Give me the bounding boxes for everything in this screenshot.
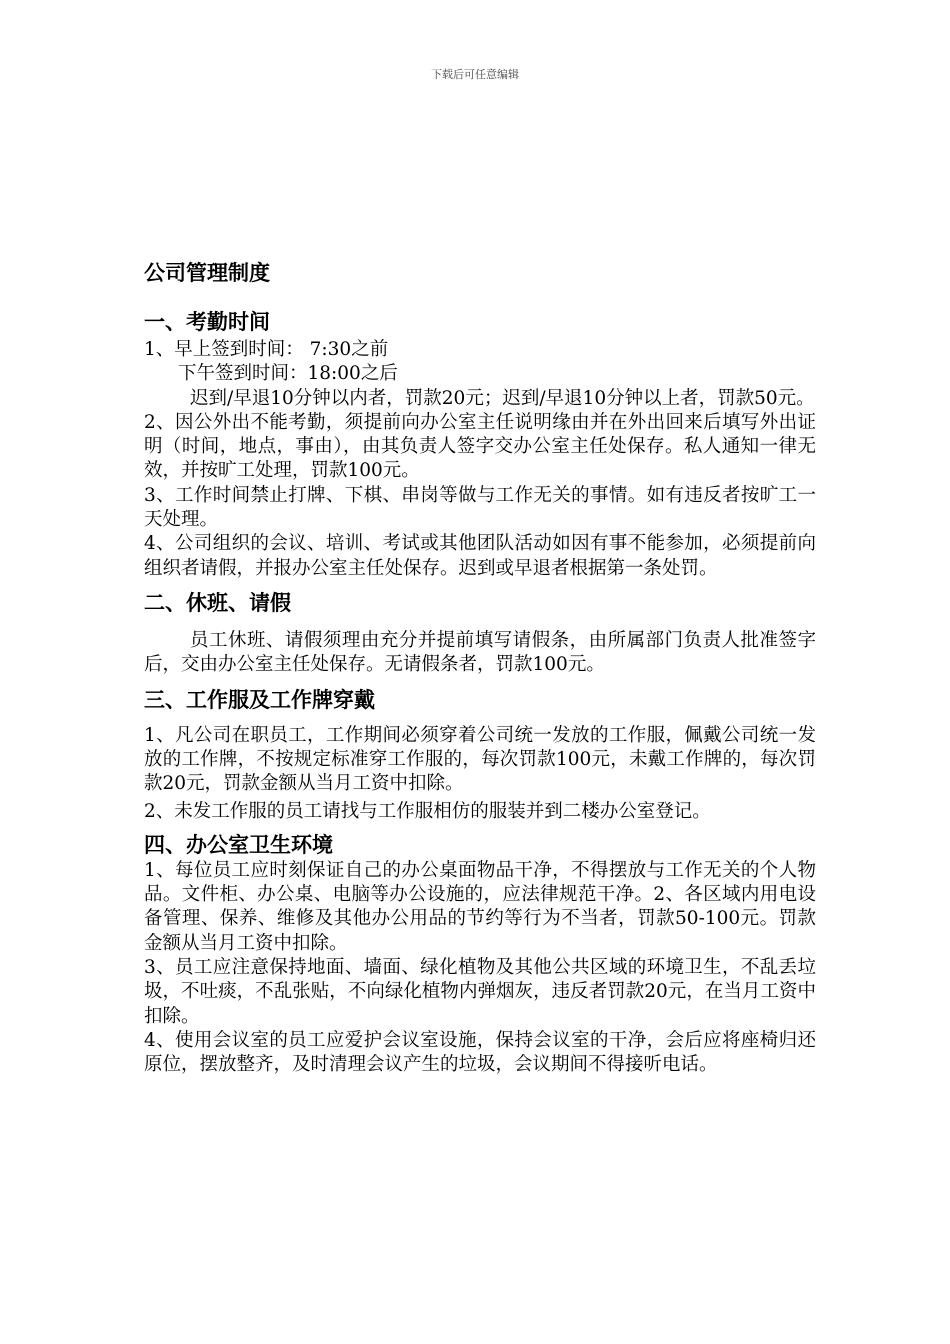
- section-office-hygiene: [144, 831, 816, 1078]
- paragraph: 1、凡公司在职员工，工作期间必须穿着公司统一发放的工作服，佩戴公司统一发放的工作牌，不按规定标准穿工作服的，每次罚款100元，未戴工作牌的，每次罚款20元，罚款金额从当月工资中扣除。: [144, 724, 816, 795]
- paragraph: 迟到/早退10分钟以内者，罚款20元；迟到/早退10分钟以上者，罚款50元。: [190, 387, 815, 409]
- document-title: 公司管理制度: [144, 261, 270, 285]
- section-leave: [144, 589, 816, 678]
- section-attendance: [144, 308, 816, 581]
- paragraph: 3、员工应注意保持地面、墙面、绿化植物及其他公共区域的环境卫生，不乱丢垃圾，不吐痰，不乱张贴，不向绿化植物内弹烟灰，违反者罚款20元，在当月工资中扣除。: [144, 956, 816, 1027]
- paragraph: 1、每位员工应时刻保证自己的办公桌面物品干净，不得摆放与工作无关的个人物品。文件柜、办公桌、电脑等办公设施的，应法律规范干净。2、各区域内用电设备管理、保养、维修及其他办公用品的节约等行为不当者，罚款50-100元。罚款金额从当月工资中扣除。: [144, 859, 816, 954]
- paragraph: 4、使用会议室的员工应爱护会议室设施，保持会议室的干净，会后应将座椅归还原位，摆放整齐，及时清理会议产生的垃圾，会议期间不得接听电话。: [144, 1029, 816, 1076]
- paragraph: 下午签到时间：18:00之后: [178, 363, 398, 385]
- paragraph: 2、未发工作服的员工请找与工作服相仿的服装并到二楼办公室登记。: [144, 801, 711, 823]
- paragraph: 3、工作时间禁止打牌、下棋、串岗等做与工作无关的事情。如有违反者按旷工一天处理。: [144, 484, 816, 531]
- paragraph: 2、因公外出不能考勤，须提前向办公室主任说明缘由并在外出回来后填写外出证明（时间，地点，事由），由其负责人签字交办公室主任处保存。私人通知一律无效，并按旷工处理，罚款100元。: [144, 411, 816, 482]
- section-heading: 二、休班、请假: [144, 590, 291, 615]
- section-uniform: [144, 686, 816, 825]
- section-heading: 四、办公室卫生环境: [144, 832, 333, 857]
- section-heading: 一、考勤时间: [144, 310, 270, 334]
- paragraph: 员工休班、请假须理由充分并提前填写请假条，由所属部门负责人批准签字后，交由办公室主任处保存。无请假条者，罚款100元。: [144, 629, 816, 676]
- section-heading: 三、工作服及工作牌穿戴: [144, 687, 375, 712]
- page-header-note: 下载后可任意编辑: [431, 68, 519, 81]
- document-body: [144, 258, 816, 1083]
- paragraph: 4、公司组织的会议、培训、考试或其他团队活动如因有事不能参加，必须提前向组织者请假，并报办公室主任处保存。迟到或早退者根据第一条处罚。: [144, 533, 816, 579]
- paragraph: 1、早上签到时间： 7:30之前: [144, 339, 389, 360]
